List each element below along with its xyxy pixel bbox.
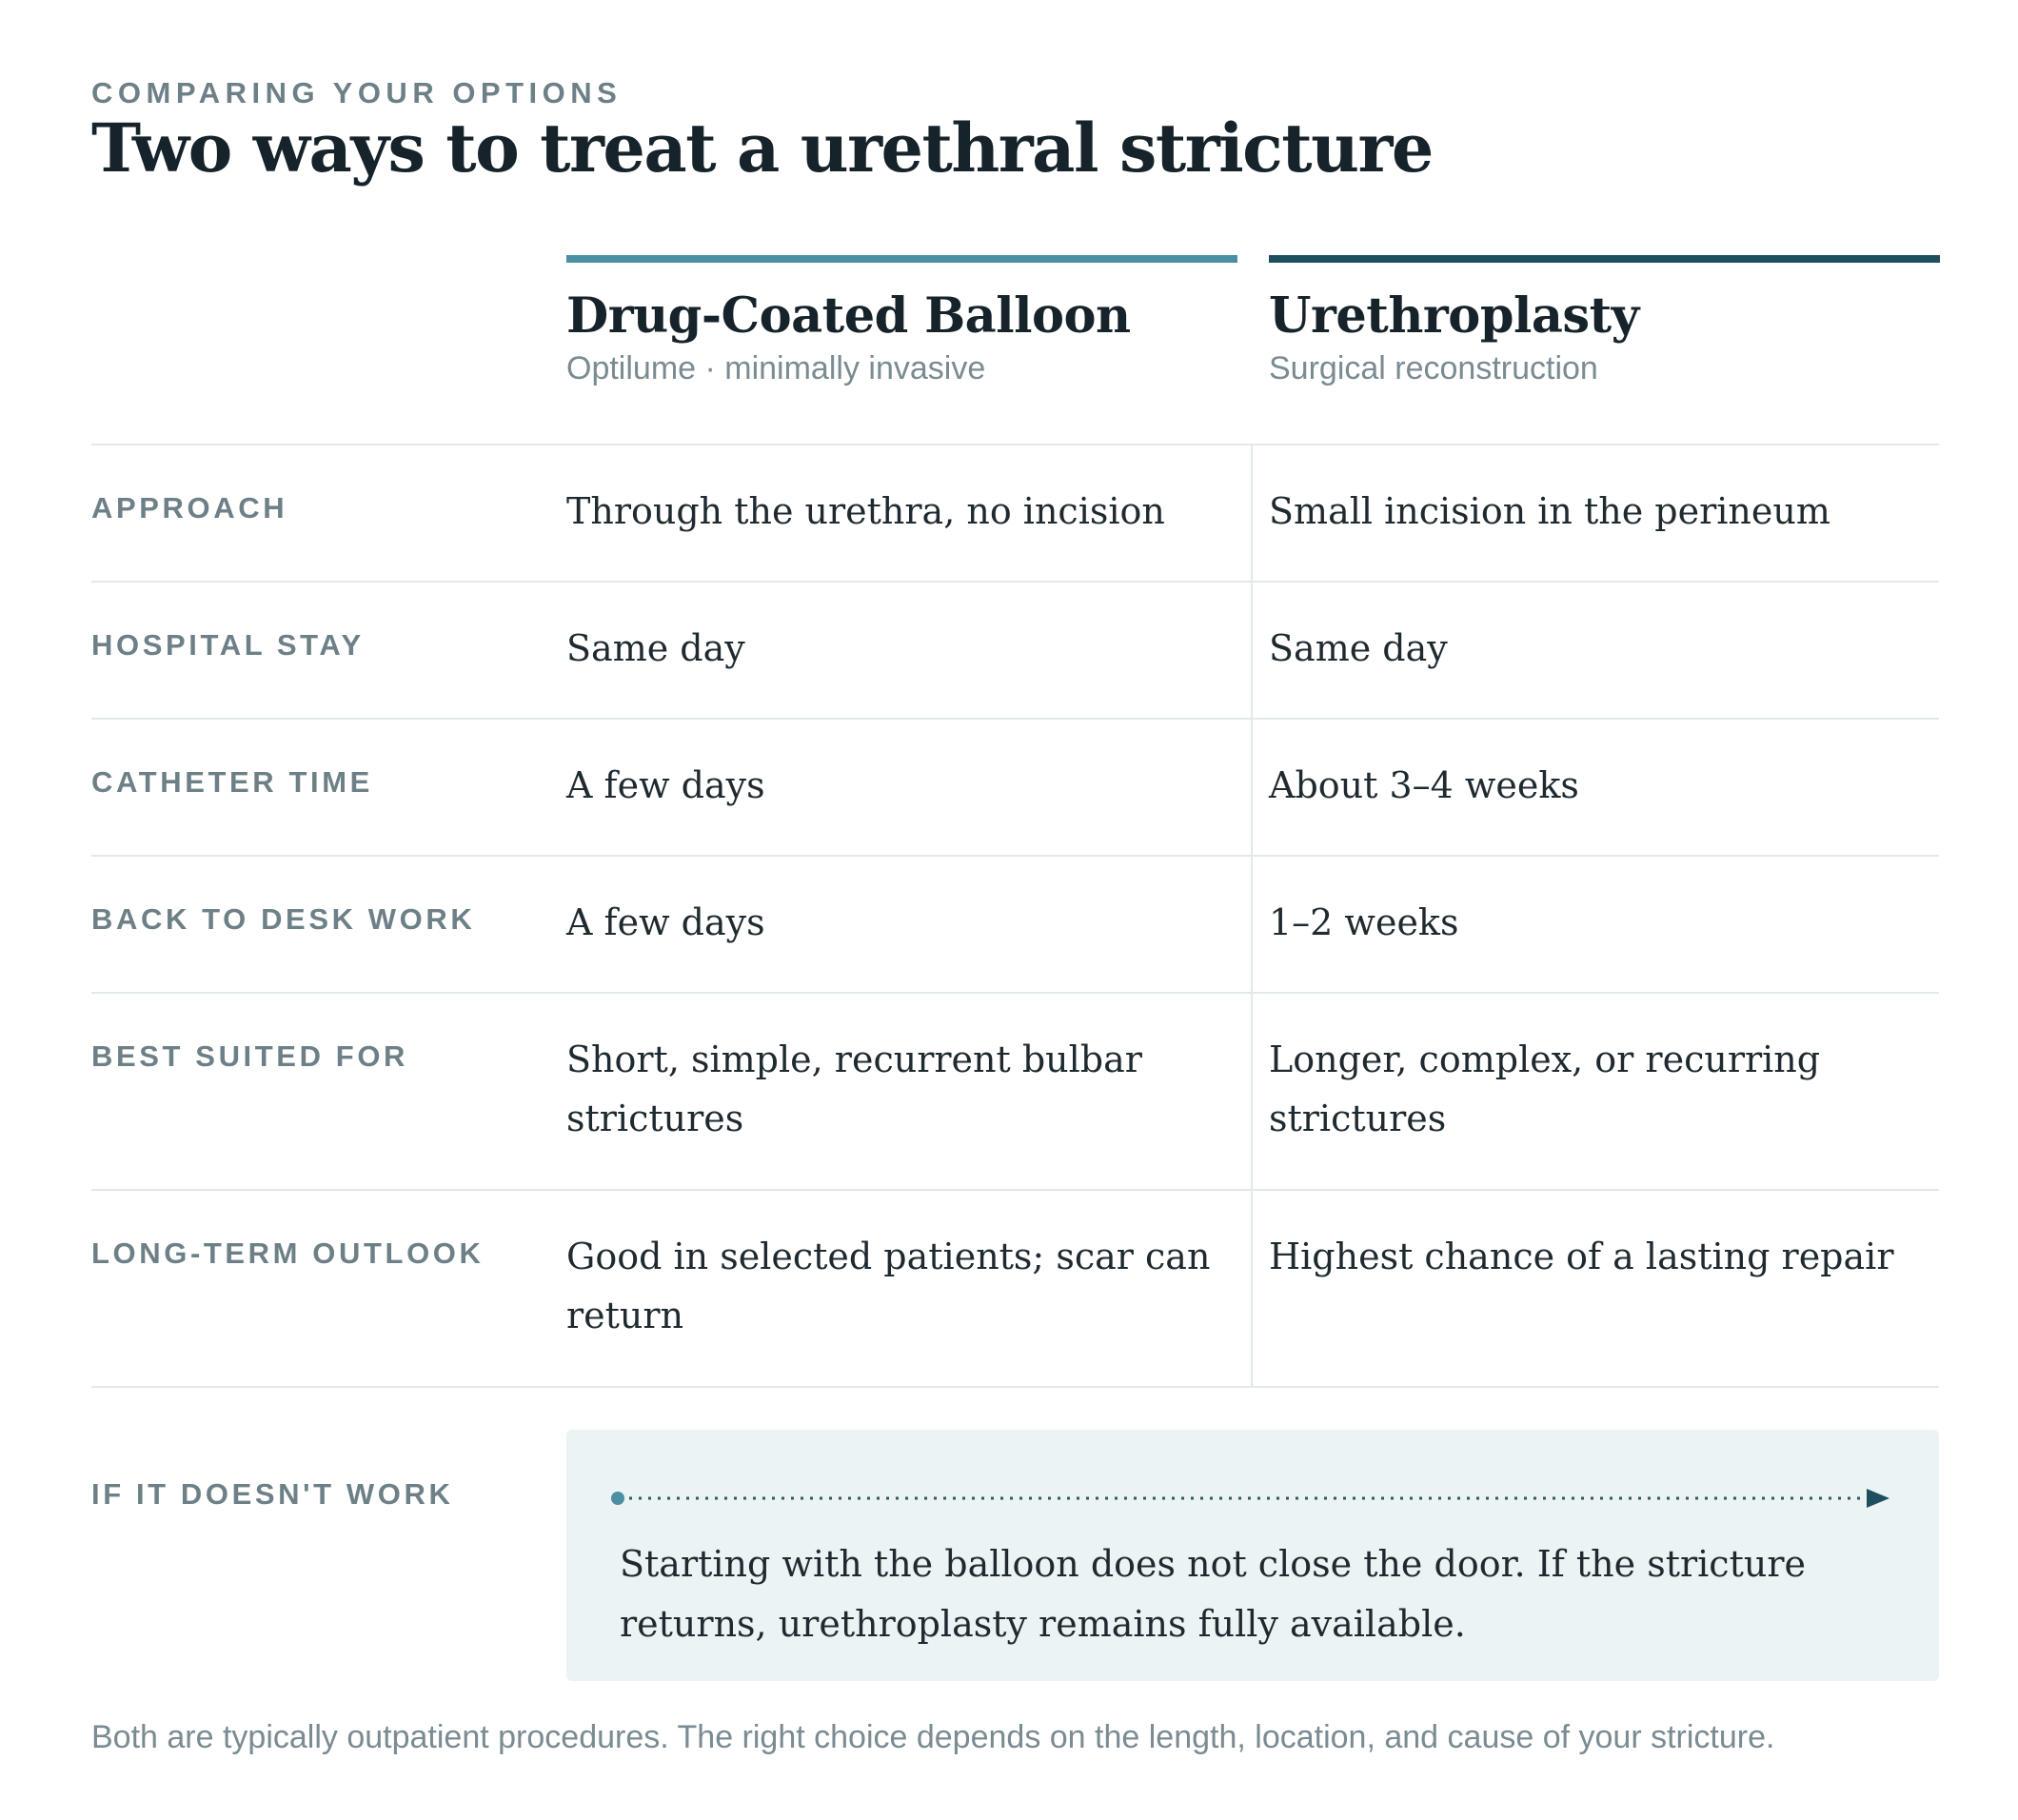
table-row xyxy=(91,720,1939,857)
urethroplasty-cell: Small incision in the perineum xyxy=(1269,490,1830,532)
column-subtitle: Optilume · minimally invasive xyxy=(566,350,986,386)
column-accent-bar xyxy=(1269,255,1940,263)
column-divider xyxy=(1251,994,1253,1189)
row-label: BACK TO DESK WORK xyxy=(91,902,476,936)
column-header-balloon xyxy=(566,255,1237,388)
urethroplasty-cell: About 3–4 weeks xyxy=(1269,764,1579,806)
balloon-cell: Through the urethra, no incision xyxy=(566,490,1165,532)
urethroplasty-cell: Longer, complex, or recurring strictures xyxy=(1269,1039,1821,1139)
balloon-cell: Good in selected patients; scar can return xyxy=(566,1236,1211,1336)
urethroplasty-cell: Same day xyxy=(1269,627,1448,669)
column-title: Urethroplasty xyxy=(1269,287,1639,345)
table-row xyxy=(91,445,1939,583)
balloon-cell: Short, simple, recurrent bulbar strictures xyxy=(566,1039,1142,1139)
fallback-label: IF IT DOESN'T WORK xyxy=(91,1477,454,1511)
row-label: CATHETER TIME xyxy=(91,765,373,799)
column-divider xyxy=(1251,583,1253,718)
balloon-cell: A few days xyxy=(566,901,765,943)
column-title: Drug-Coated Balloon xyxy=(566,287,1131,345)
urethroplasty-cell: Highest chance of a lasting repair xyxy=(1269,1236,1894,1277)
page-title: Two ways to treat a urethral stricture xyxy=(91,109,1433,188)
dotted-arrow-icon xyxy=(608,1487,1893,1510)
column-accent-bar xyxy=(566,255,1237,263)
table-row xyxy=(91,994,1939,1191)
table-row xyxy=(91,1191,1939,1388)
table-row xyxy=(91,857,1939,994)
row-label: APPROACH xyxy=(91,491,288,524)
eyebrow: COMPARING YOUR OPTIONS xyxy=(91,76,623,109)
table-row xyxy=(91,583,1939,720)
column-subtitle: Surgical reconstruction xyxy=(1269,350,1598,386)
row-label: HOSPITAL STAY xyxy=(91,628,365,662)
column-divider xyxy=(1251,1191,1253,1386)
footnote: Both are typically outpatient procedures. The right choice depends on the length, location, and cause of your stricture. xyxy=(91,1719,1775,1755)
column-divider xyxy=(1251,445,1253,581)
fallback-text: Starting with the balloon does not close the door. If the stricture returns, urethroplasty remains fully available. xyxy=(620,1543,1806,1645)
row-label: LONG-TERM OUTLOOK xyxy=(91,1236,485,1270)
comparison-table xyxy=(91,444,1939,1388)
balloon-cell: Same day xyxy=(566,627,745,669)
column-divider xyxy=(1251,720,1253,855)
fallback-callout xyxy=(566,1430,1939,1681)
column-divider xyxy=(1251,857,1253,992)
balloon-cell: A few days xyxy=(566,764,765,806)
urethroplasty-cell: 1–2 weeks xyxy=(1269,901,1459,943)
column-header-urethroplasty xyxy=(1269,255,1940,388)
row-label: BEST SUITED FOR xyxy=(91,1039,409,1073)
